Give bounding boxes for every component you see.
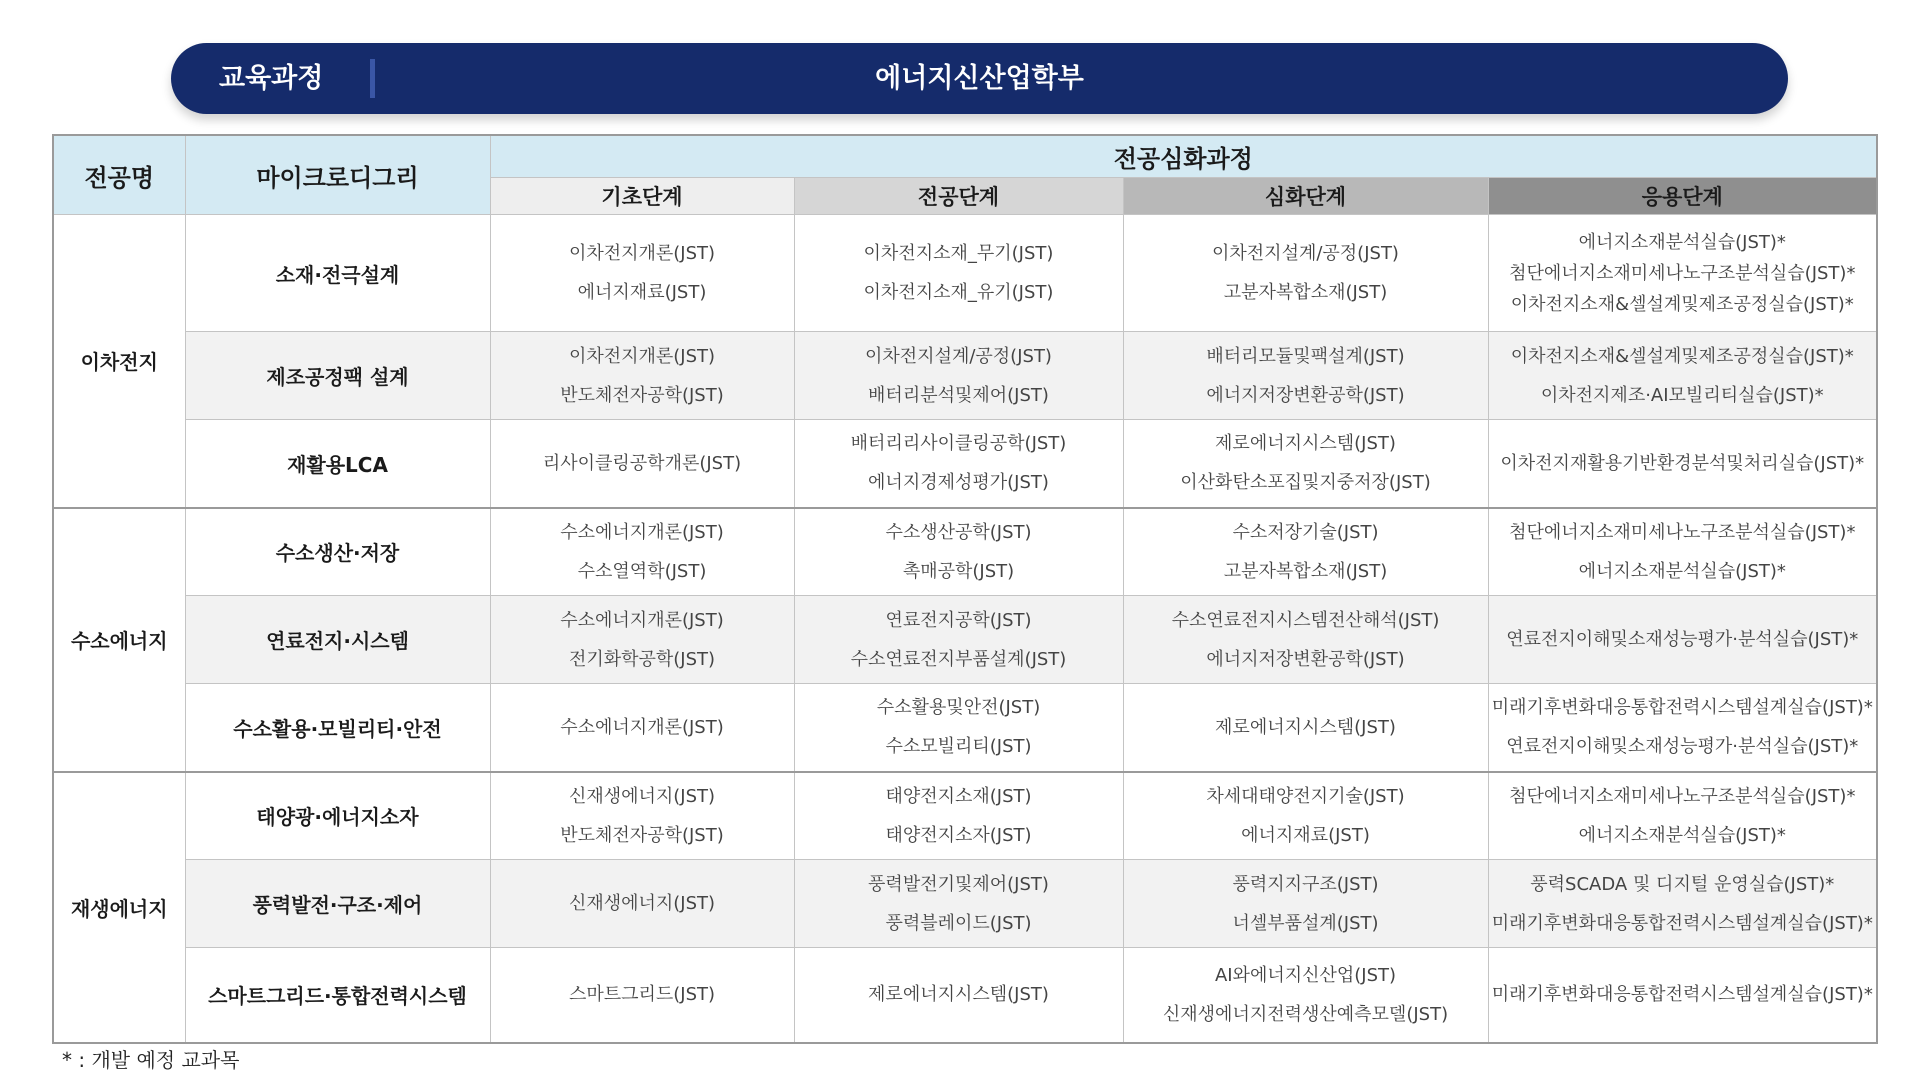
header-microdegree: 마이크로디그리 [185,135,490,215]
course-name: 풍력지지구조(JST) [1232,873,1379,895]
course-name: 이차전지설계/공정(JST) [1212,243,1399,264]
course-cell [1488,772,1877,860]
course-name: 풍력블레이드(JST) [885,912,1032,934]
course-name: 고분자복합소재(JST) [1223,282,1388,303]
course-cell [490,215,794,332]
microdegree-cell: 수소활용·모빌리티·안전 [185,684,490,772]
course-cell [490,772,794,860]
course-name: 수소연료전지시스템전산해석(JST) [1171,609,1440,631]
header-advanced-course: 전공심화과정 [490,135,1877,178]
major-name-cell: 재생에너지 [53,772,185,1043]
course-name: 첨단에너지소재미세나노구조분석실습(JST)* [1509,785,1856,807]
microdegree-cell: 연료전지·시스템 [185,596,490,684]
course-name: 태양전지소재(JST) [885,785,1032,807]
course-name: 신재생에너지전력생산예측모델(JST) [1162,1003,1449,1025]
course-name: 촉매공학(JST) [902,560,1015,582]
course-name: 수소저장기술(JST) [1232,521,1379,543]
table-row [53,948,1877,1043]
course-name: 제로에너지시스템(JST) [1215,433,1396,455]
course-cell [1488,508,1877,596]
course-cell [1488,860,1877,948]
microdegree-cell: 제조공정팩 설계 [185,332,490,420]
curriculum-banner [171,43,1788,114]
course-name: 에너지소재분석실습(JST)* [1578,824,1786,846]
table-row [53,772,1877,860]
microdegree-cell: 수소생산·저장 [185,508,490,596]
course-name: 첨단에너지소재미세나노구조분석실습(JST)* [1509,521,1856,543]
course-name: 에너지저장변환공학(JST) [1206,384,1405,406]
course-name: 풍력발전기및제어(JST) [868,873,1049,895]
course-cell [490,860,794,948]
table-row [53,420,1877,508]
course-name: 배터리분석및제어(JST) [868,384,1049,406]
course-name: 스마트그리드(JST) [568,984,716,1006]
course-name: 수소활용및안전(JST) [876,697,1041,719]
course-name: 제로에너지시스템(JST) [1215,716,1396,738]
course-cell [794,596,1123,684]
course-cell [1123,508,1488,596]
microdegree-cell: 스마트그리드·통합전력시스템 [185,948,490,1043]
microdegree-cell: 풍력발전·구조·제어 [185,860,490,948]
footnote: * : 개발 예정 교과목 [62,1048,240,1072]
course-cell [490,508,794,596]
course-cell [490,420,794,508]
table-row [53,596,1877,684]
course-cell [1123,860,1488,948]
course-cell [1123,215,1488,332]
table-row [53,684,1877,772]
course-name: 미래기후변화대응통합전력시스템설계실습(JST)* [1491,984,1873,1006]
course-cell [1123,420,1488,508]
course-name: 이차전지개론(JST) [568,243,716,264]
course-name: 연료전지공학(JST) [885,609,1032,631]
course-name: 이차전지소재_무기(JST) [863,243,1054,264]
major-name-cell: 수소에너지 [53,508,185,772]
microdegree-cell: 재활용LCA [185,420,490,508]
course-name: 이차전지개론(JST) [568,345,716,367]
course-name: 신재생에너지(JST) [568,785,716,807]
course-name: 미래기후변화대응통합전력시스템설계실습(JST)* [1491,697,1873,719]
course-cell [1123,684,1488,772]
header-stage-major: 전공단계 [794,178,1123,215]
course-cell [794,684,1123,772]
course-name: 태양전지소자(JST) [885,824,1032,846]
course-cell [1488,596,1877,684]
course-cell [490,332,794,420]
course-name: 에너지저장변환공학(JST) [1206,648,1405,670]
course-cell [794,860,1123,948]
course-cell [1488,332,1877,420]
header-stage-advanced: 심화단계 [1123,178,1488,215]
course-cell [794,772,1123,860]
course-cell [490,596,794,684]
course-cell [794,948,1123,1043]
curriculum-body [53,215,1877,1043]
table-row [53,215,1877,332]
course-cell [1488,420,1877,508]
course-name: 배터리모듈및팩설계(JST) [1206,345,1405,367]
table-row [53,332,1877,420]
course-name: 이산화탄소포집및지중저장(JST) [1180,472,1431,494]
course-name: 풍력SCADA 및 디지털 운영실습(JST)* [1530,873,1835,895]
curriculum-table [52,134,1878,1044]
course-name: 리사이클링공학개론(JST) [542,452,742,474]
header-stage-applied: 응용단계 [1488,178,1877,215]
course-name: 이차전지재활용기반환경분석및처리실습(JST)* [1500,452,1865,474]
course-name: 에너지재료(JST) [577,282,707,303]
course-name: AI와에너지신산업(JST) [1214,964,1397,986]
course-cell [1123,332,1488,420]
course-cell [490,684,794,772]
course-name: 이차전지설계/공정(JST) [865,345,1052,367]
major-name-cell: 이차전지 [53,215,185,508]
course-cell [1488,948,1877,1043]
microdegree-cell: 소재·전극설계 [185,215,490,332]
course-cell [1488,684,1877,772]
course-name: 이차전지소재_유기(JST) [863,282,1054,303]
course-cell [1488,215,1877,332]
course-name: 전기화학공학(JST) [568,648,716,670]
course-name: 제로에너지시스템(JST) [868,984,1049,1006]
course-name: 에너지경제성평가(JST) [868,472,1049,494]
course-cell [1123,772,1488,860]
course-name: 너셀부품설계(JST) [1232,912,1379,934]
course-name: 연료전지이해및소재성능평가·분석실습(JST)* [1506,736,1859,758]
course-cell [794,215,1123,332]
header-major: 전공명 [53,135,185,215]
course-cell [490,948,794,1043]
course-name: 수소모빌리티(JST) [885,736,1032,758]
course-name: 이차전지소재&셀설계및제조공정실습(JST)* [1510,345,1854,367]
course-name: 첨단에너지소재미세나노구조분석실습(JST)* [1509,262,1856,284]
course-name: 신재생에너지(JST) [568,893,716,914]
course-cell [794,420,1123,508]
course-name: 반도체전자공학(JST) [560,824,724,846]
banner-label: 교육과정 [219,63,324,94]
course-name: 반도체전자공학(JST) [560,384,724,406]
course-cell [1123,596,1488,684]
course-name: 수소생산공학(JST) [885,521,1032,543]
course-cell [794,508,1123,596]
microdegree-cell: 태양광·에너지소자 [185,772,490,860]
course-name: 수소열역학(JST) [577,560,707,582]
course-name: 에너지소재분석실습(JST)* [1578,560,1786,582]
course-name: 배터리리사이클링공학(JST) [850,433,1067,455]
course-name: 연료전지이해및소재성능평가·분석실습(JST)* [1506,629,1859,650]
banner-title: 에너지신산업학부 [875,63,1084,94]
course-name: 미래기후변화대응통합전력시스템설계실습(JST)* [1491,912,1873,934]
course-cell [794,332,1123,420]
course-name: 에너지재료(JST) [1241,824,1370,846]
course-name: 수소연료전지부품설계(JST) [850,648,1067,670]
course-name: 수소에너지개론(JST) [560,609,724,631]
course-name: 에너지소재분석실습(JST)* [1578,231,1786,253]
course-name: 수소에너지개론(JST) [560,521,724,543]
course-name: 차세대태양전지기술(JST) [1206,785,1405,807]
course-name: 고분자복합소재(JST) [1223,560,1388,582]
table-row [53,508,1877,596]
header-stage-basic: 기초단계 [490,178,794,215]
course-name: 이차전지소재&셀설계및제조공정실습(JST)* [1510,293,1854,315]
table-row [53,860,1877,948]
course-name: 수소에너지개론(JST) [560,716,724,738]
course-name: 이차전지제조·AI모빌리티실습(JST)* [1540,384,1824,406]
course-cell [1123,948,1488,1043]
